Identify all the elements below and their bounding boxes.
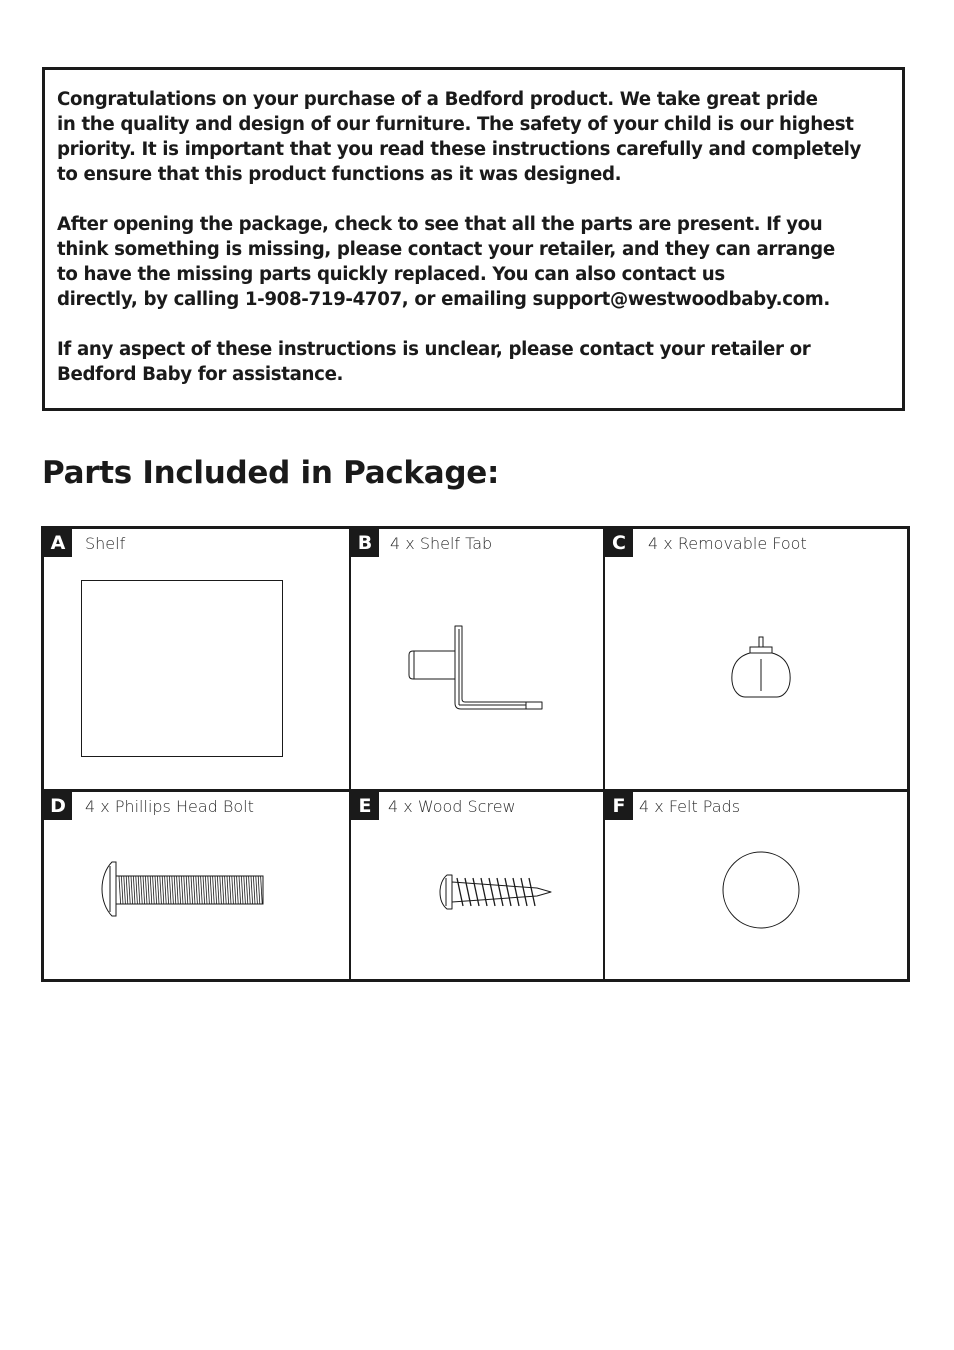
part-cell-f [605,792,907,979]
felt-pad-icon [605,792,907,979]
part-label: 4 x Phillips Head Bolt [85,797,254,816]
part-label: 4 x Felt Pads [639,797,741,816]
part-cell-c [605,529,907,789]
part-letter-badge: D [44,792,72,820]
part-label: 4 x Removable Foot [648,534,807,553]
parts-grid [41,526,910,982]
part-label: 4 x Shelf Tab [390,534,493,553]
removable-foot-icon [605,529,907,789]
missing-parts-paragraph: After opening the package, check to see that all the parts are present. If you think something is missing, please contact your retailer, and they can arrange to have the missing parts quickly replaced. You can also contact us directly, by calling 1-908-719-4707, or emailing support@westwoodbaby.com. [57,214,835,310]
part-letter-badge: C [605,529,633,557]
part-letter-badge: B [351,529,379,557]
phillips-bolt-icon [44,792,349,979]
part-letter-badge: A [44,529,72,557]
wood-screw-icon [351,792,603,979]
part-label: 4 x Wood Screw [388,797,516,816]
assistance-paragraph: If any aspect of these instructions is unclear, please contact your retailer or Bedford Baby for assistance. [57,339,811,385]
congratulations-paragraph: Congratulations on your purchase of a Bedford product. We take great pride in the quality and design of our furniture. The safety of your child is our highest priority. It is important that you read these instructions carefully and completely to ensure that this product functions as it was designed. [57,89,862,185]
part-cell-e [351,792,603,979]
welcome-notice-box [42,67,905,411]
part-label: Shelf [85,534,126,553]
part-letter-badge: F [605,792,633,820]
shelf-panel-icon [44,529,349,789]
part-letter-badge: E [351,792,379,820]
shelf-tab-icon [351,529,603,789]
parts-heading: Parts Included in Package: [42,455,500,491]
part-cell-d [44,792,349,979]
part-cell-b [351,529,603,789]
part-cell-a [44,529,349,789]
